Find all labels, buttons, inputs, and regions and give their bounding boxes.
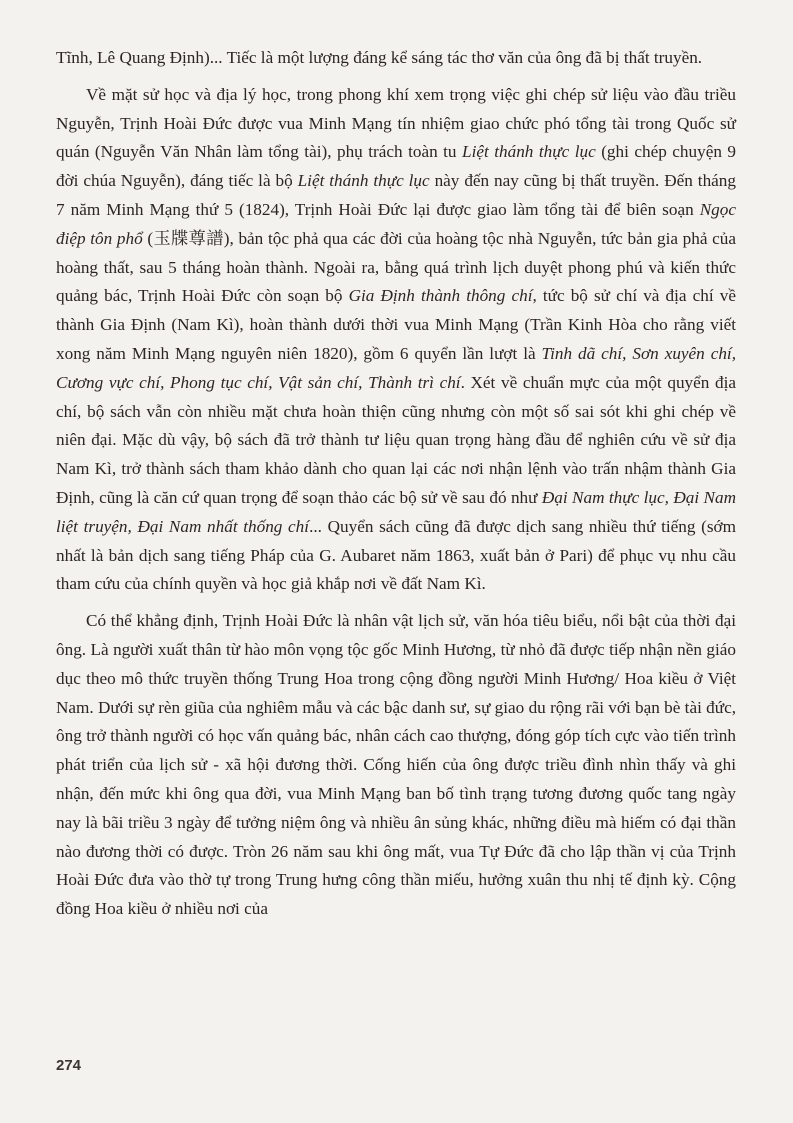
text-run: . Xét về chuẩn mực của một quyển địa chí, bộ sách vẫn còn nhiều mặt chưa hoàn thiện cũng nhưng còn một số sai sót khi ghi chép về niên đại. Mặc dù vậy, bộ sách đã trở thành tư liệu quan trọng hàng đầu để nghiên cứu về sử địa Nam Kì, trở thành sách tham khảo dành cho quan lại các nơi nhận lệnh vào trấn nhậm thành Gia Định, cũng là căn cứ quan trọng để soạn thảo các bộ sử về sau đó như [56, 372, 737, 507]
body-text [56, 44, 736, 924]
text-run: Tĩnh, Lê Quang Định)... Tiếc là một lượng đáng kể sáng tác thơ văn của ông đã bị thất truyền. [56, 48, 703, 67]
text-run: Về mặt sử học và địa lý học, trong phong khí xem trọng việc ghi chép sử liệu vào đầu triều Nguyễn, Trịnh Hoài Đức được vua Minh Mạng tín nhiệm giao chức phó tổng tài trong Quốc sử quán (Nguyễn Văn Nhân làm tổng tài), phụ trách toàn tu [56, 84, 736, 162]
paragraph-3 [56, 607, 736, 924]
text-run: Có thể khẳng định, Trịnh Hoài Đức là nhân vật lịch sử, văn hóa tiêu biểu, nổi bật của thời đại ông. Là người xuất thân từ hào môn vọng tộc gốc Minh Hương, từ nhỏ đã được tiếp nhận nền giáo dục theo mô thức truyền thống Trung Hoa trong cộng đồng người Minh Hương/ Hoa kiều ở Việt Nam. Dưới sự rèn giũa của nghiêm mẫu và các bậc danh sư, sự giao du rộng rãi với bạn bè tài đức, ông trở thành người có học vấn quảng bác, nhân cách cao thượng, đóng góp tích cực vào tiến trình phát triển của lịch sử - xã hội đương thời. Cống hiến của ông được triều đình nhìn thấy và ghi nhận, đến mức khi ông qua đời, vua Minh Mạng ban bố tình trạng tương đương quốc tang ngày nay là bãi triều 3 ngày để tưởng niệm ông và nhiều ân sủng khác, những điều mà hiếm có đại thần nào đương thời có được. Tròn 26 năm sau khi ông mất, vua Tự Đức đã cho lập thần vị của Trịnh Hoài Đức đưa vào thờ tự trong Trung hưng công thần miếu, hưởng xuân thu nhị tế định kỳ. Cộng đồng Hoa kiều ở nhiều nơi của [56, 611, 736, 919]
italic-title-text: Đại Nam thực lục, Đại Nam liệt truyện, Đại Nam nhất thống chí [56, 487, 736, 536]
text-run: ... Quyển sách cũng đã được dịch sang nhiều thứ tiếng (sớm nhất là bản dịch sang tiếng Pháp của G. Aubaret năm 1863, xuất bản ở Pari) để phục vụ nhu cầu tham cứu của chính quyền và học giả khắp nơi về đất Nam Kì. [56, 516, 736, 594]
italic-title-text: Tinh dã chí, Sơn xuyên chí, Cương vực chí, Phong tục chí, Vật sản chí, Thành trì chí [56, 343, 736, 392]
italic-title-text: Liệt thánh thực lục [462, 142, 596, 162]
paragraph-1 [56, 44, 736, 73]
italic-title-text: Ngọc điệp tôn phổ [56, 199, 736, 248]
text-run: , tức bộ sử chí và địa chí về thành Gia Định (Nam Kì), hoàn thành dưới thời vua Minh Mạng (Trần Kinh Hòa cho rằng viết xong năm Minh Mạng nguyên niên 1820), gồm 6 quyển lần lượt là [56, 286, 736, 363]
paragraph-2 [56, 81, 736, 599]
italic-title-text: Liệt thánh thực lục [297, 171, 430, 191]
text-run: này đến nay cũng bị thất truyền. Đến tháng 7 năm Minh Mạng thứ 5 (1824), Trịnh Hoài Đức lại được giao làm tổng tài để biên soạn [56, 171, 736, 219]
text-run: (ghi chép chuyện 9 đời chúa Nguyễn), đáng tiếc là bộ [56, 142, 736, 191]
page-number: 274 [56, 1057, 82, 1074]
text-run: (玉牒尊譜), bản tộc phả qua các đời của hoàng tộc nhà Nguyễn, tức bản gia phả của hoàng thất, sau 5 tháng hoàn thành. Ngoài ra, bằng quá trình lịch duyệt phong phú và kiến thức quảng bác, Trịnh Hoài Đức còn soạn bộ [56, 228, 736, 306]
italic-title-text: Gia Định thành thông chí [348, 286, 533, 306]
